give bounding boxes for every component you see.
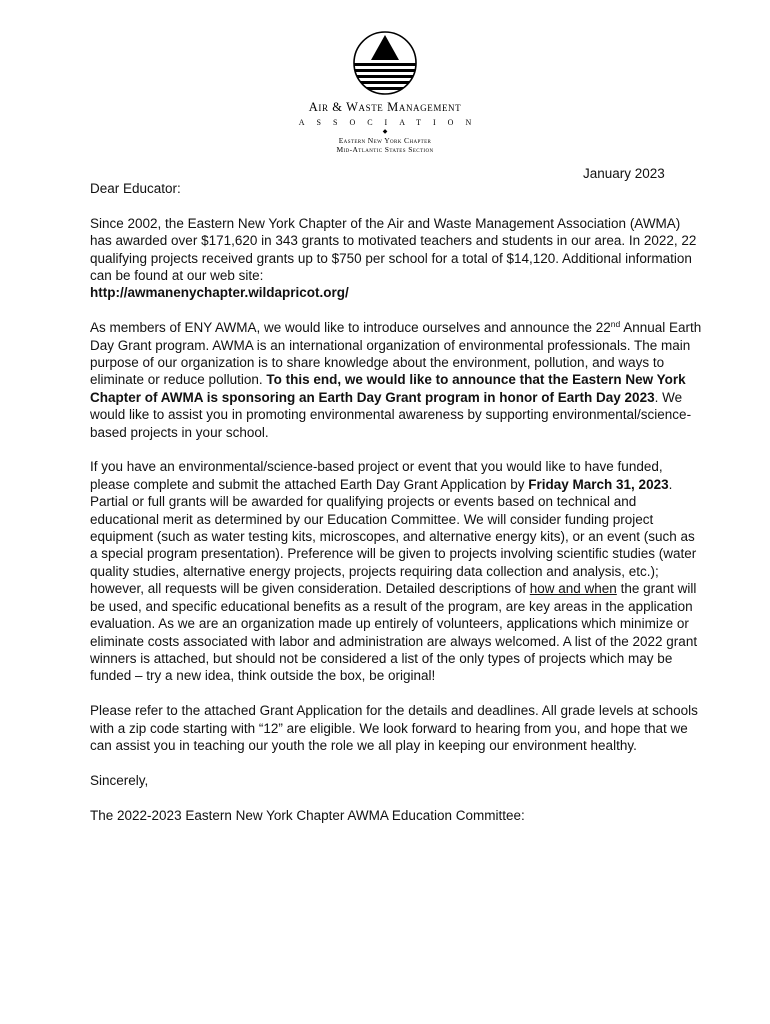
section-name: Mid-Atlantic States Section <box>336 145 434 154</box>
website-link[interactable]: http://awmanenychapter.wildapricot.org/ <box>90 285 349 301</box>
deadline-date: Friday March 31, 2023 <box>528 476 669 492</box>
diamond-divider-icon: ◆ <box>382 129 388 135</box>
announcement-text-c: . We would like to assist you in promoting environmental awareness by supporting environmental/science-based projects in your school. <box>90 389 692 440</box>
closing: Sincerely, <box>90 772 149 788</box>
application-text-a: If you have an environmental/science-based project or event that you would like to have funded, please complete and submit the attached Earth Day Grant Application by <box>90 459 663 492</box>
application-text-b: . Partial or full grants will be awarded for qualifying projects or events based on technical and educational merit as determined by our Education Committee. We will consider funding project equipment (such as water testing kits, microscopes, and alternative energy kits), or an event (such as a special program presentation). Preference will be given to projects involving scientific studies (water quality studies, alternative energy projects, projects requiring data collection and analysis, etc.); however, all requests will be given consideration. Detailed descriptions of <box>90 476 697 597</box>
greeting: Dear Educator: <box>90 181 181 196</box>
ordinal-suffix: nd <box>610 319 621 330</box>
how-and-when-emphasis: how and when <box>529 581 617 597</box>
awma-logo-icon <box>352 30 418 96</box>
paragraph-intro-text: Since 2002, the Eastern New York Chapter of the Air and Waste Management Association (AWMA) has awarded over $171,620 in 343 grants to motivated teachers and students in our area. In 2022, 22 qualifying projects received grants up to $750 per school for a total of $14,120. Additional information can be found at our web site: <box>90 215 697 284</box>
paragraph-announcement <box>90 319 702 441</box>
chapter-name: Eastern New York Chapter <box>338 136 432 145</box>
letter-date: January 2023 <box>583 166 665 181</box>
org-name: Air & Waste Management <box>308 100 462 114</box>
announcement-bold: To this end, we would like to announce that the Eastern New York Chapter of AWMA is sponsoring an Earth Day Grant program in honor of Earth Day 2023 <box>90 372 686 405</box>
signature: The 2022-2023 Eastern New York Chapter AWMA Education Committee: <box>90 807 525 823</box>
announcement-text-a: As members of ENY AWMA, we would like to introduce ourselves and announce the 22 <box>90 320 611 336</box>
paragraph-intro <box>90 215 702 302</box>
paragraph-eligibility: Please refer to the attached Grant Application for the details and deadlines. All grade levels at schools with a zip code starting with “12” are eligible. We look forward to hearing from you, and hope that we can assist you in teaching our youth the role we all play in keeping our environment healthy. <box>90 703 698 753</box>
application-text-c: the grant will be used, and specific educational benefits as a result of the program, are key areas in the application evaluation. As we are an organization made up entirely of volunteers, applications which minimize or eliminate costs associated with labor and administration are always welcomed. A list of the 2022 grant winners is attached, but should not be considered a list of the only types of projects which may be funded – try a new idea, think outside the box, be original! <box>90 581 698 684</box>
letter-body <box>90 180 702 841</box>
announcement-text-b: Annual Earth Day Grant program. AWMA is an international organization of environmental professionals. The main purpose of our organization is to share knowledge about the environment, pollution, and ways to eliminate or reduce pollution. <box>90 320 702 388</box>
letterhead <box>0 30 770 154</box>
paragraph-application <box>90 458 702 684</box>
org-association: ASSOCIATION <box>298 118 484 127</box>
